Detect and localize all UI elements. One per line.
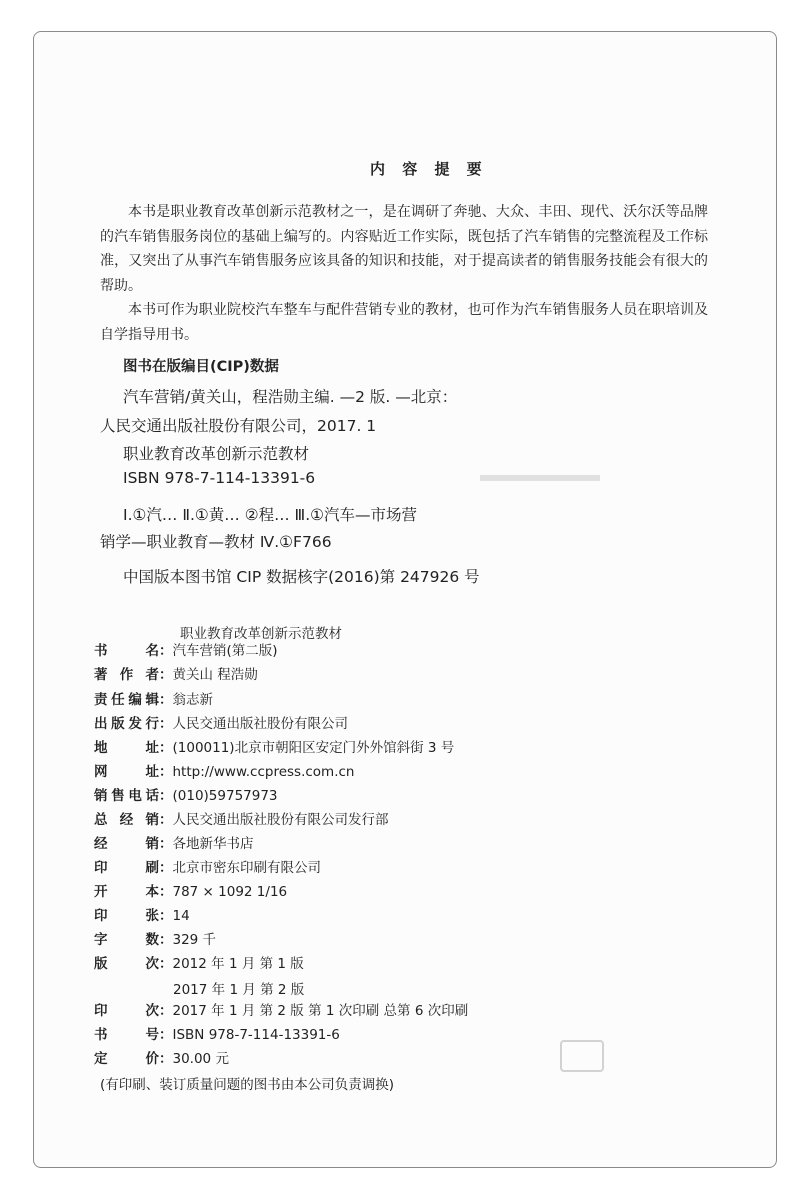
colophon-row: 定 价：30.00 元 — [94, 1051, 229, 1067]
cip-line-6: 销学—职业教育—教材 Ⅳ.①F766 — [100, 533, 332, 551]
colophon-row: 版 次：2012 年 1 月 第 1 版 — [94, 956, 304, 972]
colophon-row: 印 次：2017 年 1 月 第 2 版 第 1 次印刷 总第 6 次印刷 — [94, 1003, 469, 1019]
colophon-row: 经 销：各地新华书店 — [94, 836, 254, 852]
colophon-row: 网 址：http://www.ccpress.com.cn — [94, 764, 355, 780]
series-name: 职业教育改革创新示范教材 — [180, 626, 342, 642]
cip-line-5: Ⅰ.①汽… Ⅱ.①黄… ②程… Ⅲ.①汽车—市场营 — [123, 506, 418, 524]
cip-heading: 图书在版编目(CIP)数据 — [123, 359, 279, 375]
colophon-row: 字 数：329 千 — [94, 932, 217, 948]
cip-line-4: ISBN 978-7-114-13391-6 — [123, 469, 316, 487]
colophon-row: 书 名：汽车营销(第二版) — [94, 643, 278, 659]
colophon-row: 书 号：ISBN 978-7-114-13391-6 — [94, 1027, 340, 1043]
cip-line-2: 人民交通出版社股份有限公司，2017. 1 — [100, 417, 377, 435]
summary-paragraph-1: 本书是职业教育改革创新示范教材之一，是在调研了奔驰、大众、丰田、现代、沃尔沃等品牌的汽车销售服务岗位的基础上编写的。内容贴近工作实际，既包括了汽车销售的完整流程及工作标准，又突出了从事汽车销售服务应该具备的知识和技能，对于提高读者的销售服务技能会有很大的帮助。 — [100, 204, 708, 294]
cip-line-3: 职业教育改革创新示范教材 — [123, 445, 310, 463]
colophon-row: 印 刷：北京市密东印刷有限公司 — [94, 860, 321, 876]
quality-note: (有印刷、装订质量问题的图书由本公司负责调换) — [100, 1077, 395, 1093]
colophon-row: 地 址：(100011)北京市朝阳区安定门外外馆斜街 3 号 — [94, 740, 455, 756]
colophon-row: 印 张：14 — [94, 908, 190, 924]
colophon-row: 出版发行：人民交通出版社股份有限公司 — [94, 716, 348, 732]
colophon-row: 开 本：787 × 1092 1/16 — [94, 884, 288, 900]
summary-title: 内 容 提 要 — [370, 160, 488, 178]
edition-continuation: 2017 年 1 月 第 2 版 — [173, 982, 305, 998]
cip-line-7: 中国版本图书馆 CIP 数据核字(2016)第 247926 号 — [123, 568, 480, 586]
colophon-row: 责任编辑：翁志新 — [94, 692, 213, 708]
colophon-row: 著 作 者：黄关山 程浩勋 — [94, 667, 258, 683]
summary-body — [100, 200, 708, 347]
colophon-row: 销售电话：(010)59757973 — [94, 788, 278, 804]
summary-paragraph-2: 本书可作为职业院校汽车整车与配件营销专业的教材，也可作为汽车销售服务人员在职培训及自学指导用书。 — [100, 302, 708, 343]
cip-line-1: 汽车营销/黄关山，程浩勋主编. —2 版. —北京： — [123, 388, 458, 406]
colophon-row: 总 经 销：人民交通出版社股份有限公司发行部 — [94, 812, 389, 828]
